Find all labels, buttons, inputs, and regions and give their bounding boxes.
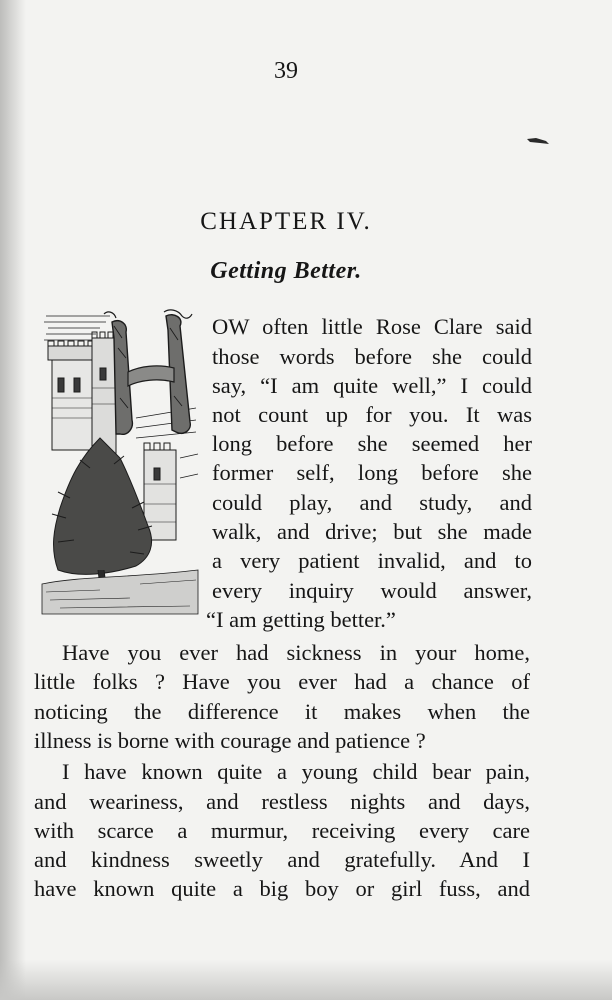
text-line: those words before she could [212,344,532,369]
text-line: former self, long before she [212,460,532,485]
text-line: have known quite a big boy or girl fuss, and [34,876,530,901]
text-line: with scarce a murmur, receiving every care [34,818,530,843]
page-number: 39 [274,58,298,84]
illustrated-drop-cap [40,308,200,618]
text-line: not count up for you. It was [212,402,532,427]
text-line: I have known quite a young child bear pain, [62,759,530,784]
chapter-subtitle: Getting Better. [210,258,362,284]
ink-speck [526,136,550,146]
chapter-title: CHAPTER IV. [200,208,372,235]
text-line: little folks ? Have you ever had a chance of [34,669,530,694]
text-line: noticing the difference it makes when the [34,699,530,724]
text-line: could play, and study, and [212,490,532,515]
text-line: “I am getting better.” [206,607,396,632]
text-line: every inquiry would answer, [212,578,532,603]
text-line: illness is borne with courage and patience ? [34,728,426,753]
text-line: and weariness, and restless nights and days, [34,789,530,814]
text-line: and kindness sweetly and gratefully. And I [34,847,530,872]
text-line: Have you ever had sickness in your home, [62,640,530,665]
text-line: long before she seemed her [212,431,532,456]
text-line: walk, and drive; but she made [212,519,532,544]
page-edge-shadow [0,0,26,1000]
text-line: OW often little Rose Clare said [212,314,532,339]
text-line: a very patient invalid, and to [212,548,532,573]
text-line: say, “I am quite well,” I could [212,373,532,398]
page-bottom-shadow [0,960,612,1000]
